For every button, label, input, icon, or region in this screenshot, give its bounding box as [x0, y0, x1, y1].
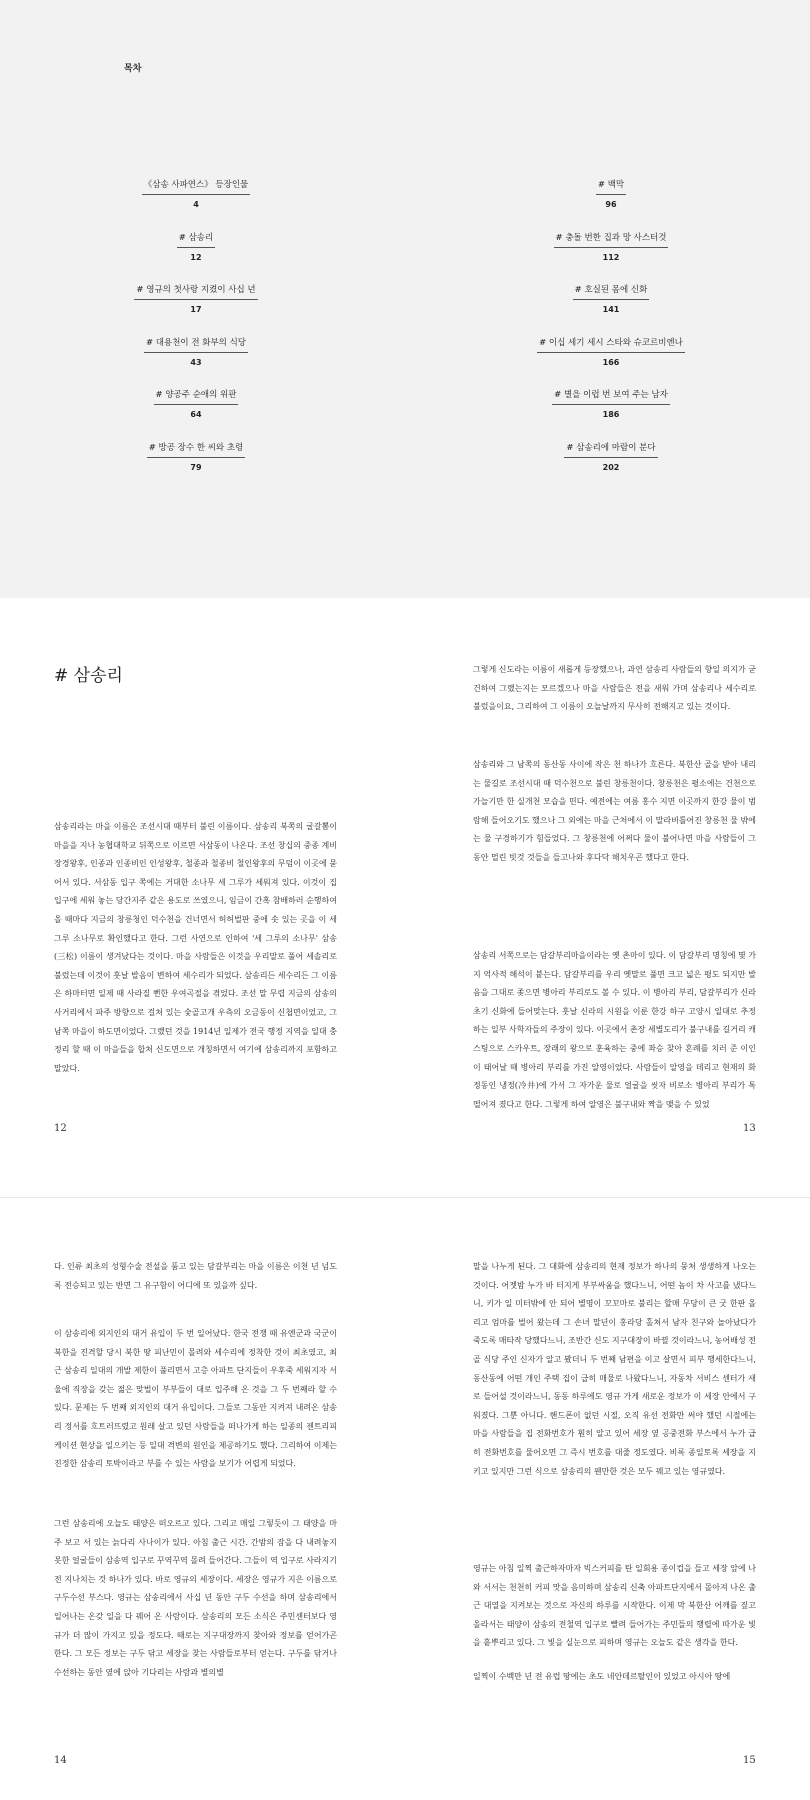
- toc-entry-page: 166: [602, 357, 620, 367]
- page-number: 15: [743, 1755, 756, 1766]
- toc-entry-title: # 호실된 몸에 신화: [573, 284, 650, 300]
- toc-entry-page: 12: [190, 252, 202, 262]
- toc-entry-title: # 삼송리에 마람이 분다: [564, 442, 657, 458]
- chapter-heading: # 삼송리: [54, 666, 123, 686]
- toc-entry-title: 《삼송 사파연스》 등장인물: [142, 179, 251, 195]
- toc-entry[interactable]: [511, 435, 711, 488]
- toc-entry[interactable]: [96, 330, 296, 383]
- body-paragraph: 그런 삼송리에 오늘도 태양은 떠오르고 있다. 그리고 매일 그렇듯이 그 태양을 마주 보고 서 있는 늙다리 사나이가 있다. 아침 출근 시간. 간밤의 잠을 다 내려놓지 못한 얼굴들이 삼송역 입구로 꾸역꾸역 몰려 들어간다. 그들이 역 입구로 사라지기 전 지나치는 것 하나가 있다. 바로 영규의 세장이다. 세장은 영규가 지은 이름으로 구두수선 부스다. 영규는 삼송리에서 사십 년 동안 구두 수선을 하며 삼송리에서 일어나는 온갖 일을 다 꿰어 온 사람이다. 삼송리의 모든 소식은 주민센터보다 영규가 더 많이 가지고 있을 정도다. 때로는 지구대장까지 찾아와 정보를 얻어가곤 한다. 그 모든 정보는 구두 닦고 세장을 찾는 사람들로부터 얻는다. 구두를 닦거나 수선하는 동안 옆에 앉아 기다리는 사람과 별의별: [54, 1519, 337, 1677]
- toc-entry[interactable]: [511, 172, 711, 225]
- toc-right-column: [511, 172, 711, 487]
- page-divider: [0, 1197, 810, 1198]
- toc-entry[interactable]: [96, 435, 296, 488]
- toc-entry-title: # 방공 장수 한 씨와 초령: [147, 442, 246, 458]
- toc-entry-title: # 별을 이럽 번 보여 주는 남자: [552, 389, 670, 405]
- toc-entry-title: # 대용천이 전 화부의 식당: [144, 337, 248, 353]
- body-paragraph: 말을 나누게 된다. 그 대화에 삼송리의 현재 정보가 하나의 뭉쳐 생생하게 나오는 것이다. 어젯밤 누가 바 터지게 부부싸움을 했다느니, 어떤 놈이 차 사고를 냈다느니, 키가 일 미터밖에 안 되어 별명이 꼬꼬마로 불리는 할매 무당이 큰 굿 한판 올리고 엄마를 벌어 왔는데 그 손녀 말년이 홍라당 홀쳐서 남자 친구와 놀아났다가 죽도록 매타작 당했다느니, 조반간 신도 지구대장이 바뀔 것이라느니, 농어배성 전골 식당 주인 신자가 알고 봤더니 두 번째 남편을 이고 살면서 피부 행세한다느니, 동산동에 어떤 개인 주택 집이 급히 매물로 나왔다느니, 자동차 서비스 센터가 새로 들어설 것이라느니, 동동 하루에도 영규 가게 새로운 정보가 이 세장 안에서 구워졌다. 그뿐 아니다. 핸드폰이 없던 시절, 오직 유선 전화만 써야 했던 시절에는 마을 사람들을 집 전화번호가 훤히 알고 있어 세장 옆 공중전화 부스에서 누가 급히 전화번호를 물어오면 그 즉시 번호를 대줄 정도였다. 비록 종일토록 세장을 지키고 있지만 그런 식으로 삼송리의 웬만한 것은 모두 꿰고 있는 영규였다.: [473, 1262, 756, 1476]
- toc-entry[interactable]: [96, 382, 296, 435]
- toc-entry[interactable]: [96, 277, 296, 330]
- toc-entry-page: 202: [602, 462, 620, 472]
- body-paragraph: 이 삼송리에 외지인의 대거 유입이 두 번 일어났다. 한국 전쟁 때 유엔군과 국군이 북한을 진격할 당시 북한 땅 피난민이 몰려와 세수리에 정착한 것이 최초였고, 최근 삼송리 일대의 개발 제한이 풀리면서 고층 아파트 단지들이 우후죽 세워지자 서울에 직장을 갖는 젊은 맞벌이 부부들이 대로 입주해 온 것을 그 두 번째라 할 수 있다. 문제는 두 번째 외지인의 대거 유입이다. 그들로 그동안 지켜져 내려온 삼송리 정서를 흐트러뜨렸고 원래 살고 있던 사람들을 떠나가게 하는 일종의 젠트리피케이션 현상을 일으키는 등 일대 격변의 원인을 제공하기도 했다. 그리하여 이제는 진정한 삼송리 토박이라고 부를 수 있는 사람을 보기가 어렵게 되었다.: [54, 1329, 337, 1469]
- body-paragraph: 영규는 아침 일찍 출근하자마자 빅스커피를 탄 일회용 종이컵을 들고 세장 앞에 나와 서서는 천천히 커피 맛을 음미하며 삼송리 신축 아파트단지에서 몰아져 나온 출근 대열을 지켜보는 것으로 자신의 하루를 시작한다. 이제 막 북한산 어깨를 짚고 올라서는 태양이 삼송의 전철역 입구로 빨려 들어가는 주민들의 행렬에 따가운 빛을 흩뿌리고 있다. 그 빛을 실눈으로 피하며 영규는 오늘도 같은 생각을 한다.: [473, 1564, 756, 1648]
- toc-entry[interactable]: [511, 277, 711, 330]
- toc-title: 목차: [124, 64, 142, 74]
- toc-entry-page: 4: [193, 200, 199, 209]
- toc-entry-title: # 백막: [596, 179, 626, 195]
- body-paragraph: 일찍이 수백만 년 전 유럽 땅에는 초도 네안데르탈인이 있었고 아시아 땅에: [473, 1672, 731, 1681]
- page-number: 13: [743, 1123, 756, 1134]
- toc-entry-title: # 양공주 순애의 위판: [154, 389, 239, 405]
- page-number: 14: [54, 1755, 67, 1766]
- toc-entry-title: # 이십 세기 세시 스타와 슈코르비엔나: [537, 337, 685, 353]
- toc-entry-page: 17: [190, 305, 202, 314]
- toc-entry-page: 96: [605, 200, 617, 209]
- page-number: 12: [54, 1123, 67, 1134]
- body-paragraph: 그렇게 신도라는 이름이 새롭게 등장했으나, 과연 삼송리 사람들의 향일 의지가 굳건하여 그랬는지는 모르겠으나 마을 사람들은 전을 새워 가며 삼송리나 세수리로 불렀을이요, 그리하여 그 이름이 오늘날까지 무사히 전해지고 있는 것이다.: [473, 665, 756, 712]
- toc-entry-page: 186: [602, 410, 620, 419]
- toc-entry[interactable]: [511, 330, 711, 383]
- body-paragraph: 삼송리 서쪽으로는 담갈부리마을이라는 옛 촌마이 있다. 이 담갈부리 명칭에 몇 가지 억사적 해석이 붙는다. 담갈부리를 우리 옛말로 풀면 크고 넓은 평도 되지만 발음을 그대로 좇으면 병아리 부리로도 볼 수 있다. 이 병아리 부리, 담갈부리가 신라 초기 신화에 들어맞는다. 훗날 신라의 시원을 이룬 한강 하구 고양시 일대로 추정하는 일부 사학자들의 주장이 있다. 이곳에서 촌장 세별도리가 불구내를 길거리 캐스팅으로 스카우트, 장래의 왕으로 훈육하는 중에 좌승 찾아 혼례를 치러 준 이인이 태어날 때 병아리 부리를 가진 알영이었다. 사람들이 알영을 데리고 현재의 화정동인 냉정(冷井)에 가서 그 자가운 물로 얼굴을 씻자 비로소 병아리 부리가 톡 떨어져 졌다고 한다. 그렇게 하여 알영은 불구내와 짝을 맺을 수 있었: [473, 951, 756, 1109]
- toc-entry-title: # 삼송리: [177, 232, 215, 248]
- body-paragraph: 삼송리와 그 남쪽의 동산동 사이에 작은 천 하나가 흐른다. 북한산 골을 받아 내리는 물길로 조선시대 때 덕수천으로 불린 창릉천이다. 창릉천은 평소에는 건천으로 가늘기만 한 실개천 모습을 띤다. 예전에는 여름 홍수 지면 이곳까지 한강 물이 범람해 들어오기도 했으나 그 외에는 마을 근처에서 이 말라비틀어진 창릉천 물 밖에는 물 구경하기가 힘들었다. 그 창릉천에 어쩌다 물이 불어나면 마을 사람들이 그동안 멀린 빗것 것들을 들고나와 후다닥 해치우곤 했다고 한다.: [473, 760, 756, 862]
- toc-entry-page: 112: [602, 252, 620, 262]
- toc-left-column: [96, 172, 296, 487]
- toc-entry[interactable]: [96, 225, 296, 278]
- toc-entry[interactable]: [511, 382, 711, 435]
- body-paragraph: 다. 인류 최초의 성형수술 전설을 품고 있는 담갈부리는 마을 이름은 이천 년 넘도록 전승되고 있는 반면 그 유구함이 어디에 또 있을까 싶다.: [54, 1262, 337, 1290]
- toc-entry-page: 141: [602, 305, 620, 314]
- toc-entry-title: # 영규의 첫사랑 지켰이 사십 년: [134, 284, 257, 300]
- toc-entry-page: 79: [190, 462, 202, 472]
- toc-entry-page: 64: [190, 410, 202, 419]
- toc-entry-page: 43: [190, 357, 202, 367]
- toc-entry-title: # 충돌 번한 집과 망 사스터것: [554, 232, 669, 248]
- toc-entry[interactable]: [511, 225, 711, 278]
- body-paragraph: 삼송리라는 마을 이름은 조선시대 때부터 불린 이름이다. 삼송리 북쪽의 굴갈뽐이 마을을 지나 농협대학교 뒤쪽으로 이르면 서삼동이 나온다. 조선 창십의 중종 계비 장경왕후, 인종과 인종비인 인성왕후, 철종과 철종비 철인왕후의 무덤이 이곳에 묻어서 있다. 서삼동 입구 쪽에는 거대한 소나무 세 그루가 세워져 있다. 이것이 집 입구에 세워 놓는 당간지주 같은 용도로 쓰였으니, 임금이 간혹 참배하러 순행하여 올 때마다 지금의 창릉청인 덕수천을 건너면서 허허벌판 중에 솟 있는 곳을 이 세 그루 소나무로 확인했다고 한다. 그런 사연으로 인하여 '세 그루의 소나무' 삼송(三松) 이름이 생겨났다는 것이다. 마을 사람들은 이것을 우리말로 풀어 세솔리로 불렀는데 이것이 훗날 발음이 변하여 세수리가 되었다. 삼송리든 세수리든 그 이름은 하마터면 일제 때 사라질 뻔한 우여곡절을 겪었다. 조선 말 무렵 지금의 삼송의 사거리에서 파주 방향으로 걸쳐 있는 숯골고개 우측의 오금동이 신첩면이었고, 그 남쪽 마을이 하도면이었다. 그랬던 것을 1914년 일제가 전국 행정 지역을 일대 충정리 할 때 이 마을들을 합쳐 신도면으로 개칭하면서 여기에 삼송리까지 포함하고 말았다.: [54, 822, 337, 1073]
- toc-entry[interactable]: [96, 172, 296, 225]
- toc-section: [0, 0, 810, 598]
